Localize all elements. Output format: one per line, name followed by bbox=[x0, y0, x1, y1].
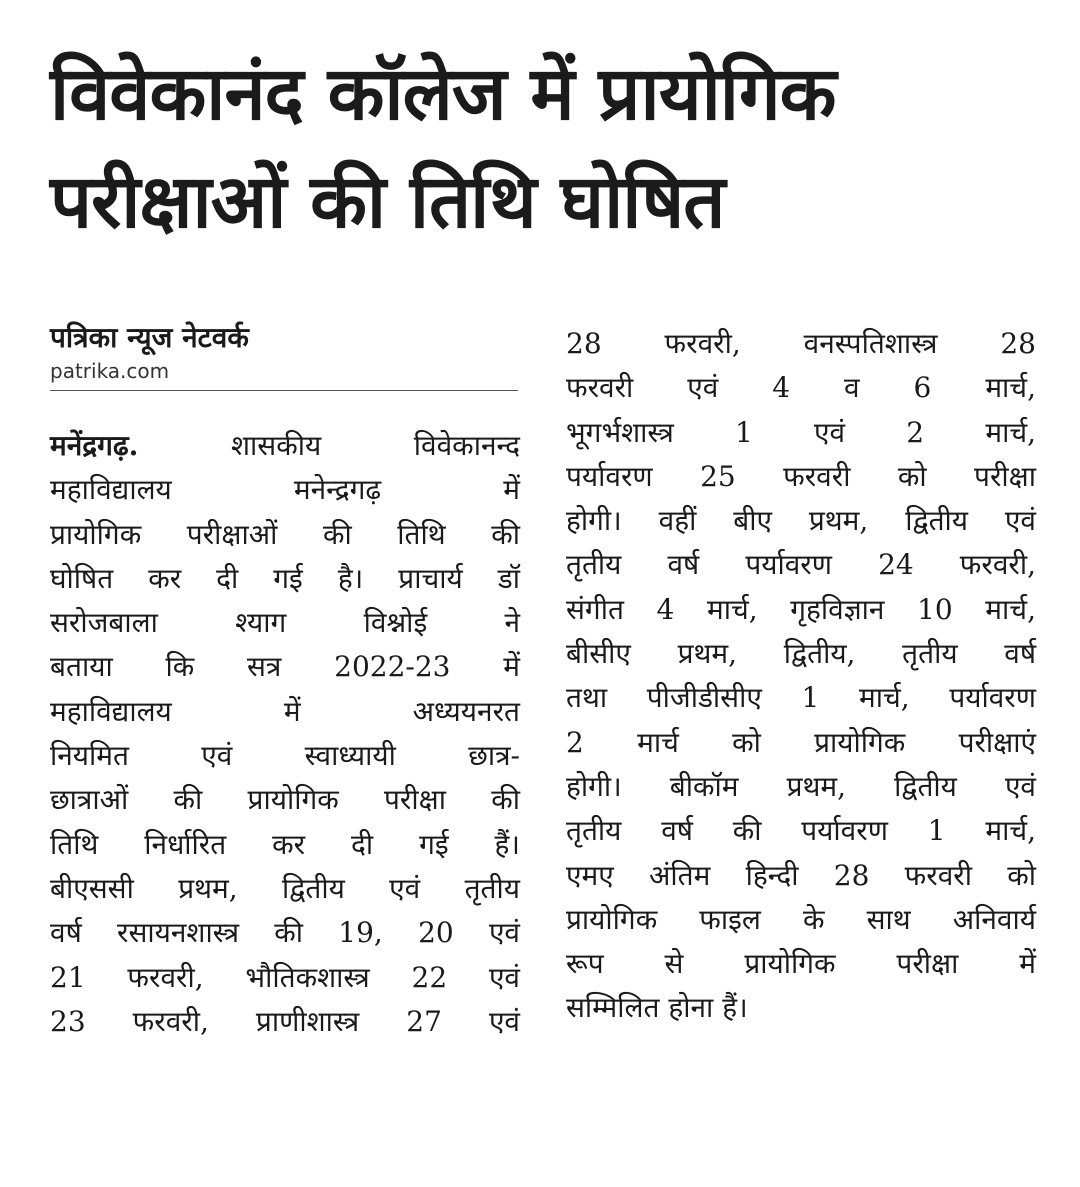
article-line bbox=[50, 424, 520, 468]
article-line: महाविद्यालय मनेन्द्रगढ़ में bbox=[50, 473, 520, 507]
article-line: सरोजबाला श्याग विश्नोई ने bbox=[50, 606, 520, 640]
dateline: मनेंद्रगढ़. bbox=[50, 429, 139, 462]
article-line: संगीत 4 मार्च, गृहविज्ञान 10 मार्च, bbox=[566, 592, 1036, 626]
headline-line: परीक्षाओं की तिथि घोषित bbox=[50, 159, 725, 245]
article-line: प्रायोगिक फाइल के साथ अनिवार्य bbox=[566, 902, 1036, 936]
article-line: रूप से प्रायोगिक परीक्षा में bbox=[566, 947, 1036, 981]
article-line: होगी। वहीं बीए प्रथम, द्वितीय एवं bbox=[566, 504, 1036, 538]
article-line: सम्मिलित होना हैं। bbox=[566, 991, 748, 1025]
article-line: बताया कि सत्र 2022-23 में bbox=[50, 650, 520, 684]
headline bbox=[50, 40, 1050, 256]
article-line: होगी। बीकॉम प्रथम, द्वितीय एवं bbox=[566, 769, 1036, 803]
article-line: भूगर्भशास्त्र 1 एवं 2 मार्च, bbox=[566, 415, 1036, 449]
article-line: वर्ष रसायनशास्त्र की 19, 20 एवं bbox=[50, 916, 520, 950]
article-line: फरवरी एवं 4 व 6 मार्च, bbox=[566, 371, 1036, 405]
article-line-text: शासकीय विवेकानन्द bbox=[231, 429, 521, 462]
article-column-right bbox=[566, 322, 1036, 1031]
article-line: तृतीय वर्ष की पर्यावरण 1 मार्च, bbox=[566, 814, 1036, 848]
article-line: 21 फरवरी, भौतिकशास्त्र 22 एवं bbox=[50, 960, 520, 994]
article-line: पर्यावरण 25 फरवरी को परीक्षा bbox=[566, 459, 1036, 493]
article-line: महाविद्यालय में अध्ययनरत bbox=[50, 694, 520, 728]
article-line: तथा पीजीडीसीए 1 मार्च, पर्यावरण bbox=[566, 681, 1036, 715]
article-line: प्रायोगिक परीक्षाओं की तिथि की bbox=[50, 517, 520, 551]
byline-name: पत्रिका न्यूज नेटवर्क bbox=[50, 321, 249, 354]
article-line: तिथि निर्धारित कर दी गई हैं। bbox=[50, 827, 520, 861]
article-line: बीएससी प्रथम, द्वितीय एवं तृतीय bbox=[50, 871, 520, 905]
article-line: एमए अंतिम हिन्दी 28 फरवरी को bbox=[566, 858, 1036, 892]
article-line: तृतीय वर्ष पर्यावरण 24 फरवरी, bbox=[566, 548, 1036, 582]
article-column-left bbox=[50, 424, 520, 1044]
article-line: 23 फरवरी, प्राणीशास्त्र 27 एवं bbox=[50, 1004, 520, 1038]
article-line: 28 फरवरी, वनस्पतिशास्त्र 28 bbox=[566, 327, 1036, 360]
byline-site: patrika.com bbox=[50, 359, 170, 383]
headline-line: विवेकानंद कॉलेज में प्रायोगिक bbox=[50, 51, 836, 137]
article-line: बीसीए प्रथम, द्वितीय, तृतीय वर्ष bbox=[566, 637, 1036, 671]
article-line: छात्राओं की प्रायोगिक परीक्षा की bbox=[50, 783, 520, 817]
article-line: घोषित कर दी गई है। प्राचार्य डॉ bbox=[50, 561, 520, 595]
article-line: 2 मार्च को प्रायोगिक परीक्षाएं bbox=[566, 725, 1036, 759]
byline bbox=[50, 318, 518, 391]
article-line: नियमित एवं स्वाध्यायी छात्र- bbox=[50, 739, 520, 773]
